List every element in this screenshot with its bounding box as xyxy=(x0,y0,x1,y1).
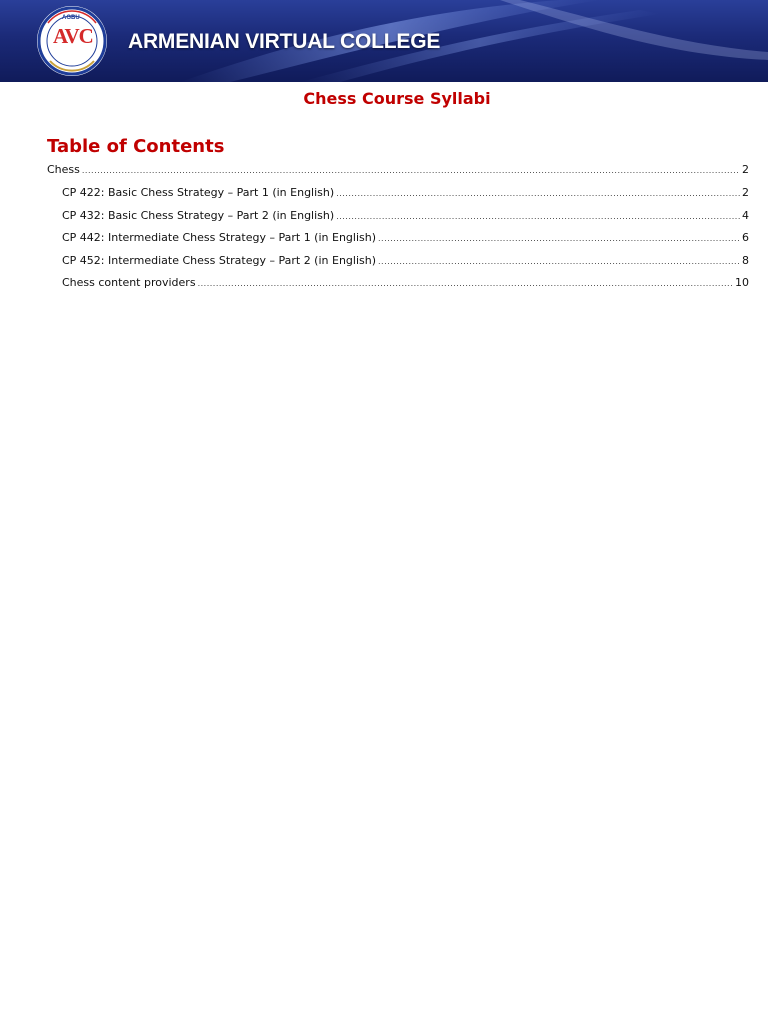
logo-agbu-text: AGBU xyxy=(62,15,80,21)
toc-page-number: 10 xyxy=(735,276,749,289)
document-title: Chess Course Syllabi xyxy=(303,89,491,108)
toc-entry-cp422[interactable] xyxy=(62,186,749,202)
college-name: ARMENIAN VIRTUAL COLLEGE xyxy=(128,30,441,53)
toc-heading: Table of Contents xyxy=(47,136,225,157)
toc-entry-label: CP 452: Intermediate Chess Strategy – Part 2 (in English) xyxy=(62,254,377,267)
toc-entry-cp442[interactable] xyxy=(62,231,749,247)
toc-page-number: 2 xyxy=(742,186,749,199)
toc-page-number: 6 xyxy=(742,231,749,244)
toc-entry-label: Chess xyxy=(47,163,80,176)
toc-leader-dots xyxy=(378,231,740,247)
toc-entry-label: Chess content providers xyxy=(62,276,196,289)
toc-entry-cp432[interactable] xyxy=(62,209,749,225)
toc-entry-chess[interactable] xyxy=(47,163,749,179)
toc-page-number: 8 xyxy=(742,254,749,267)
logo-avc-text: AVC xyxy=(53,24,93,48)
header-banner xyxy=(0,0,768,82)
toc-page-number: 2 xyxy=(742,163,749,176)
toc-leader-dots xyxy=(336,186,740,202)
toc-entry-label: CP 422: Basic Chess Strategy – Part 1 (in English) xyxy=(62,186,335,199)
toc-entry-label: CP 432: Basic Chess Strategy – Part 2 (in English) xyxy=(62,209,335,222)
toc-leader-dots xyxy=(336,209,740,225)
toc-entry-cp452[interactable] xyxy=(62,254,749,270)
toc-entry-content-providers[interactable] xyxy=(62,276,749,292)
toc-leader-dots xyxy=(378,254,740,270)
toc-leader-dots xyxy=(198,276,733,292)
toc-leader-dots xyxy=(82,163,740,179)
toc-entry-label: CP 442: Intermediate Chess Strategy – Part 1 (in English) xyxy=(62,231,377,244)
toc-page-number: 4 xyxy=(742,209,749,222)
